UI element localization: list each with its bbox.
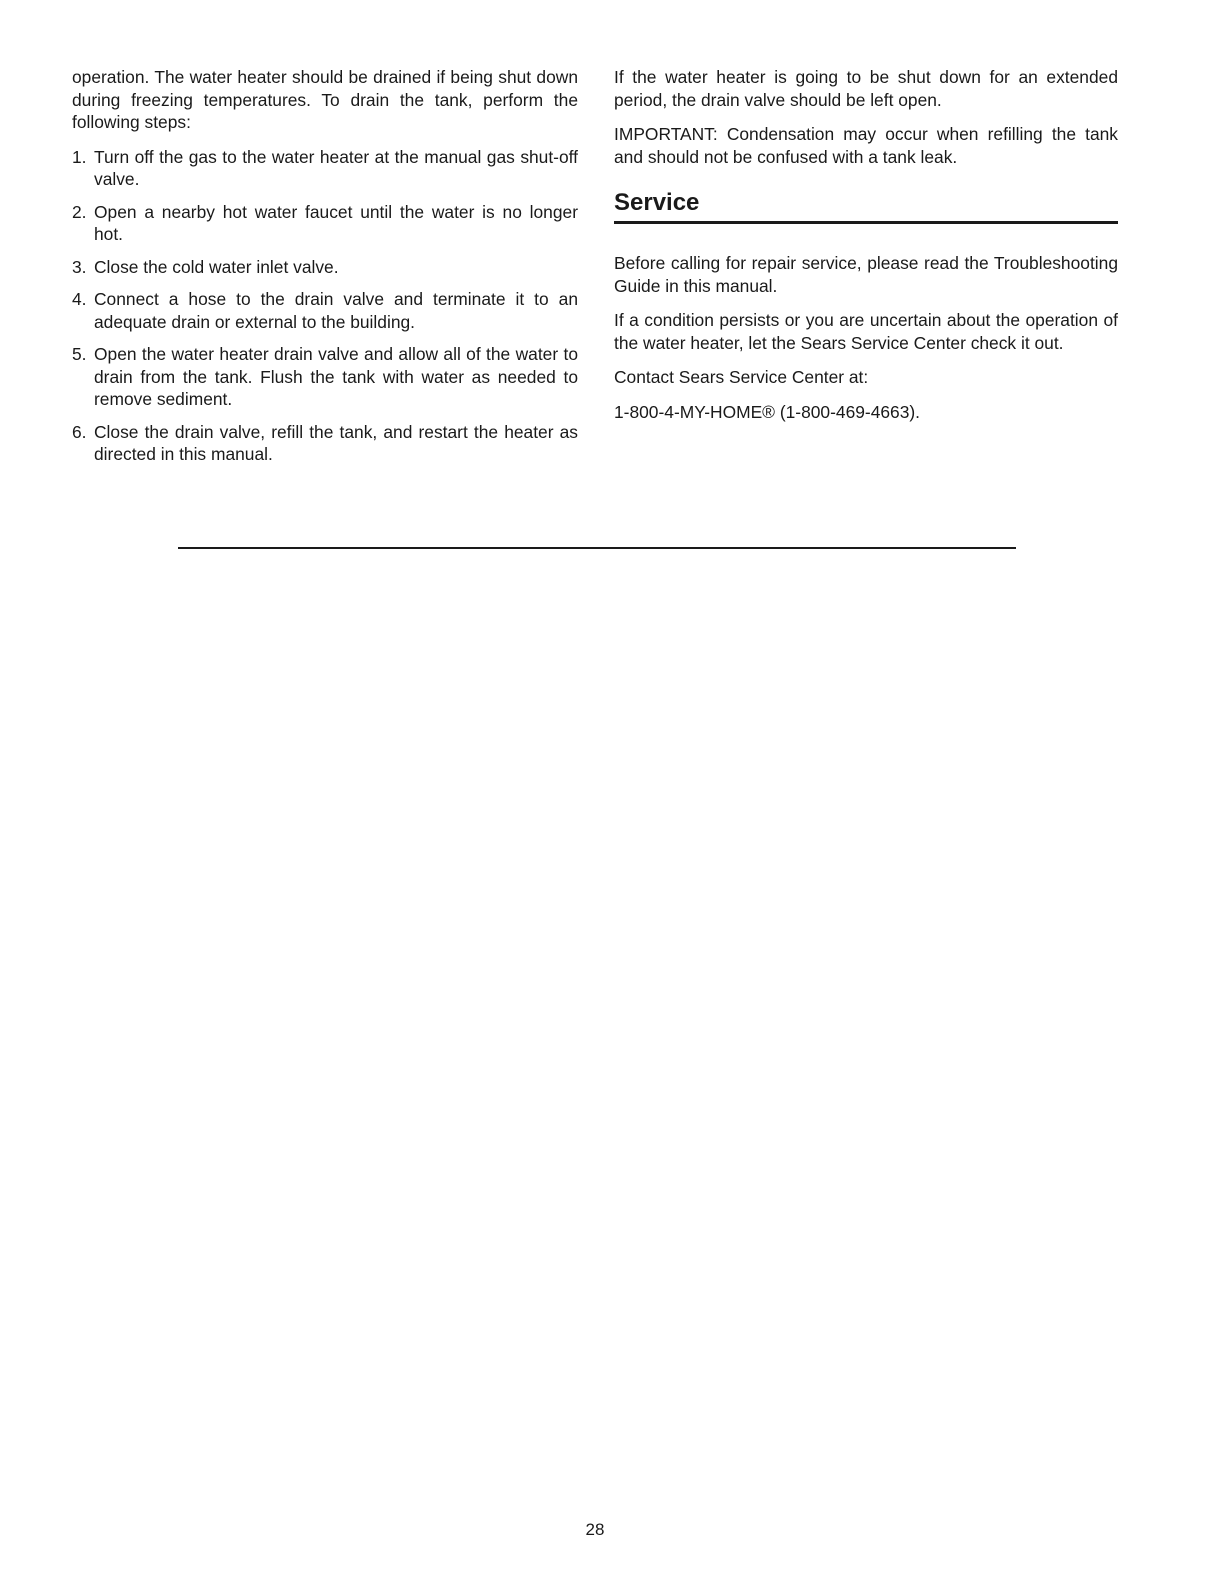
- drain-step: 5. Open the water heater drain valve and allow all of the water to drain from the tank. Flush the tank with water as needed to remove sediment.: [72, 344, 578, 409]
- page-number: 28: [585, 1520, 605, 1539]
- drain-step: 6. Close the drain valve, refill the tank, and restart the heater as directed in this manual.: [72, 421, 578, 464]
- contact-label: Contact Sears Service Center at:: [614, 367, 869, 387]
- horizontal-divider: [178, 547, 1016, 549]
- right-column: [614, 66, 1118, 435]
- important-note: IMPORTANT: Condensation may occur when refilling the tank and should not be confused with a tank leak.: [614, 124, 1118, 167]
- drain-steps-list: [72, 146, 578, 466]
- drain-step: 3. Close the cold water inlet valve.: [72, 256, 339, 277]
- service-paragraph: Before calling for repair service, please read the Troubleshooting Guide in this manual.: [614, 253, 1118, 296]
- drain-step: 2. Open a nearby hot water faucet until the water is no longer hot.: [72, 201, 578, 244]
- drain-step: 1. Turn off the gas to the water heater at the manual gas shut-off valve.: [72, 146, 578, 189]
- shutdown-note: If the water heater is going to be shut down for an extended period, the drain valve should be left open.: [614, 67, 1118, 110]
- service-paragraph: If a condition persists or you are uncertain about the operation of the water heater, let the Sears Service Center check it out.: [614, 310, 1118, 353]
- draining-intro: operation. The water heater should be drained if being shut down during freezing temperatures. To drain the tank, perform the following steps:: [72, 67, 578, 132]
- drain-step: 4. Connect a hose to the drain valve and terminate it to an adequate drain or external to the building.: [72, 289, 578, 332]
- left-column: [72, 66, 578, 476]
- contact-phone: 1-800-4-MY-HOME® (1-800-469-4663).: [614, 401, 921, 422]
- service-heading: Service: [614, 188, 1118, 224]
